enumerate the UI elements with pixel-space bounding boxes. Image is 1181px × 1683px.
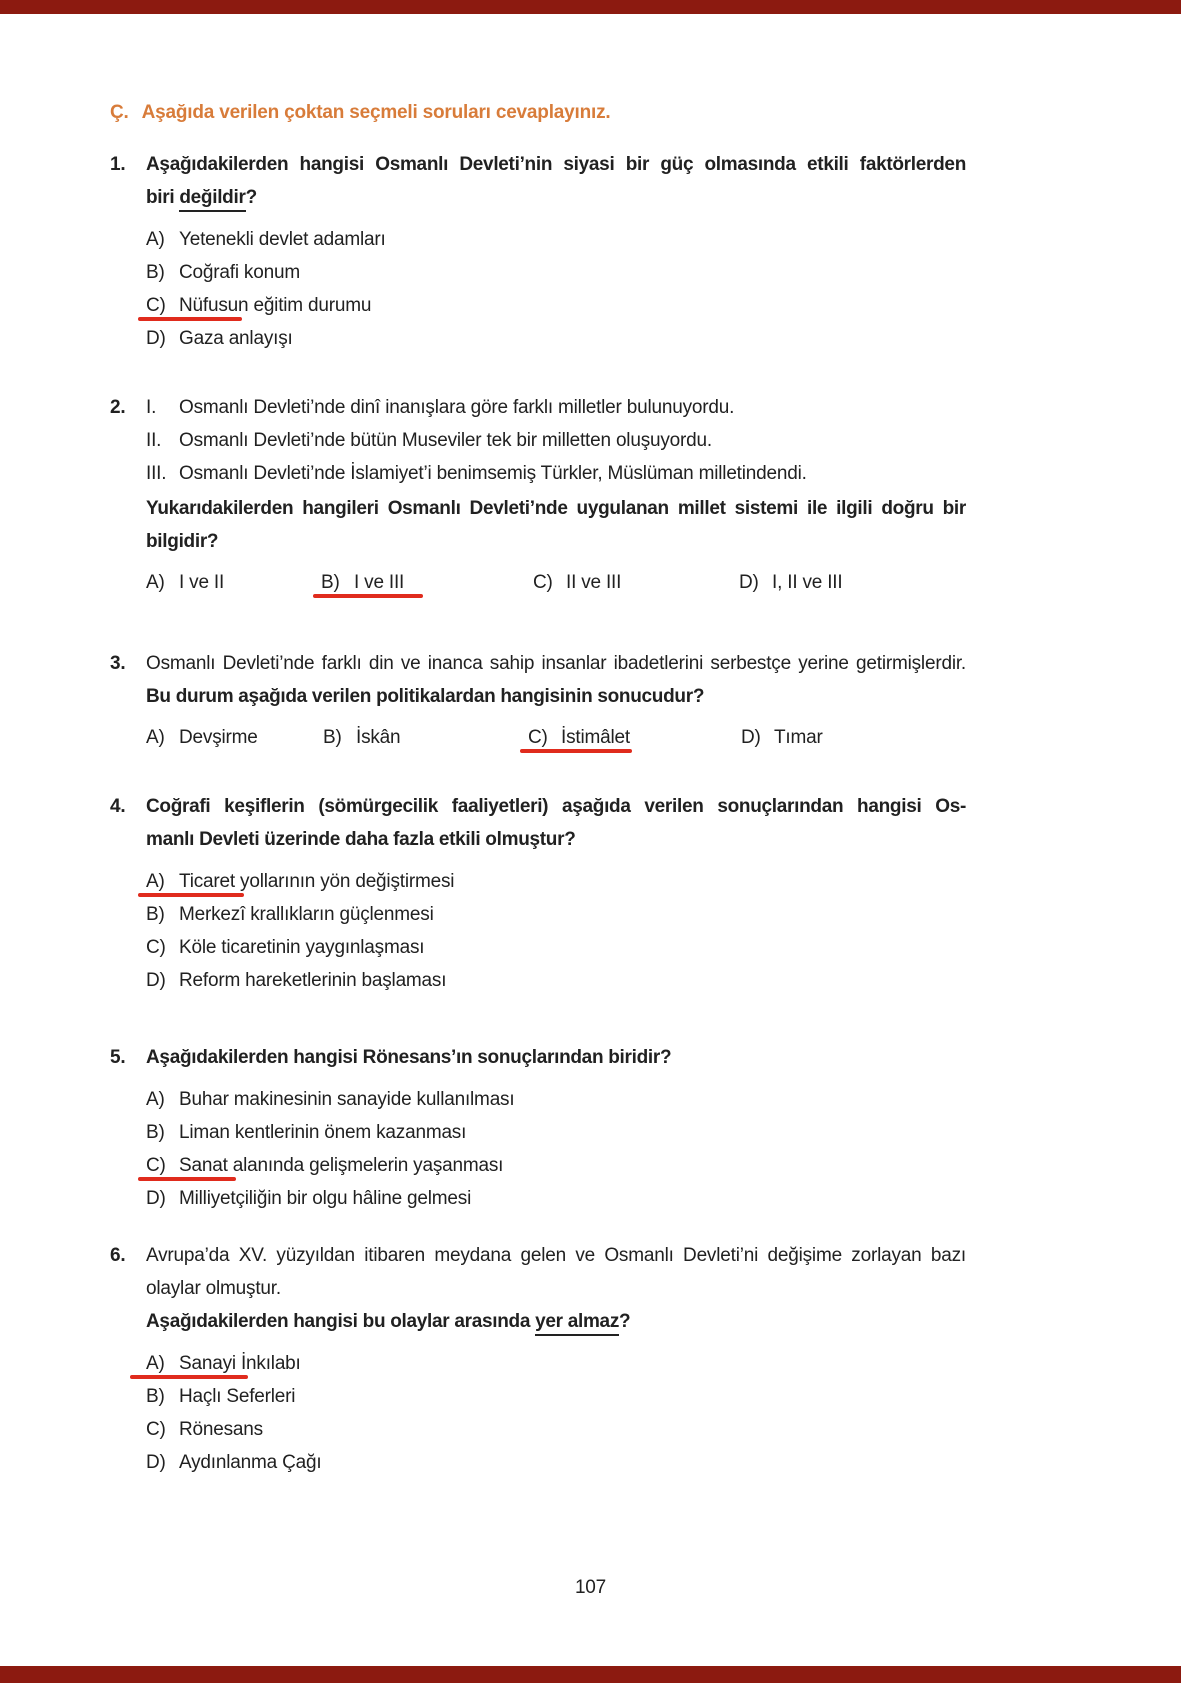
answer-underline xyxy=(138,317,242,321)
stem-text: ? xyxy=(245,187,257,208)
option-d xyxy=(146,1182,966,1215)
page-top-bar xyxy=(0,0,1181,14)
option-b xyxy=(146,1380,966,1413)
option-a xyxy=(146,223,966,256)
option-text: Liman kentlerinin önem kazanması xyxy=(179,1122,467,1143)
option-text: Köle ticaretinin yaygınlaşması xyxy=(179,937,425,958)
option-text: Gaza anlayışı xyxy=(179,328,293,349)
option-d xyxy=(146,1446,966,1479)
section-label: Ç. xyxy=(110,102,129,123)
option-letter: C) xyxy=(146,937,166,958)
option-a xyxy=(146,865,966,898)
option-a xyxy=(146,566,321,599)
premise-text: Osmanlı Devleti’nde dinî inanışlara göre farklı milletler bulunuyordu. xyxy=(179,397,735,418)
option-a xyxy=(146,1083,966,1116)
question-3-number: 3. xyxy=(110,653,126,674)
option-a xyxy=(146,1347,966,1380)
option-letter: D) xyxy=(146,328,166,349)
question-3-stem: Bu durum aşağıda verilen politikalardan hangisinin sonucudur? xyxy=(146,686,705,707)
question-4-stem-line1: Coğrafi keşiflerin (sömürgecilik faaliyetleri) aşağıda verilen sonuçlarından hangisi Os- xyxy=(146,796,966,817)
question-6-intro-line1: Avrupa’da XV. yüzyıldan itibaren meydana gelen ve Osmanlı Devleti’ni değişime zorlayan bazı xyxy=(146,1245,966,1266)
option-letter: D) xyxy=(739,572,759,593)
option-letter: B) xyxy=(146,1386,165,1407)
question-3-intro: Osmanlı Devleti’nde farklı din ve inanca sahip insanlar ibadetlerini serbestçe yerine getirmişlerdir. xyxy=(146,653,966,674)
option-d xyxy=(741,721,966,754)
option-letter: B) xyxy=(146,1122,165,1143)
option-c xyxy=(146,1413,966,1446)
premise-text: Osmanlı Devleti’nde İslamiyet’i benimsemiş Türkler, Müslüman milletindendi. xyxy=(179,463,807,484)
option-letter: C) xyxy=(533,572,553,593)
underlined-phrase: yer almaz xyxy=(535,1311,619,1336)
option-letter: C) xyxy=(146,1419,166,1440)
page-content xyxy=(110,100,966,1479)
option-text: Aydınlanma Çağı xyxy=(179,1452,322,1473)
stem-text: ? xyxy=(619,1311,631,1332)
option-text: Sanayi İnkılabı xyxy=(179,1353,301,1374)
option-text: I ve III xyxy=(354,572,405,593)
question-2-stem-line1: Yukarıdakilerden hangileri Osmanlı Devleti’nde uygulanan millet sistemi ile ilgili doğru bir xyxy=(146,498,966,519)
question-2-number: 2. xyxy=(110,397,126,418)
question-1-stem-line2 xyxy=(146,181,966,214)
premise-text: Osmanlı Devleti’nde bütün Museviler tek bir milletten oluşuyordu. xyxy=(179,430,712,451)
option-a xyxy=(146,721,323,754)
answer-underline xyxy=(313,594,423,598)
question-4-options xyxy=(146,865,966,997)
premise-2 xyxy=(146,424,966,457)
option-text: Merkezî krallıkların güçlenmesi xyxy=(179,904,434,925)
option-d xyxy=(739,566,966,599)
option-b xyxy=(146,1116,966,1149)
stem-text: Aşağıdakilerden hangisi bu olaylar arasında xyxy=(146,1311,536,1332)
question-5 xyxy=(110,1041,966,1215)
question-3 xyxy=(110,647,966,754)
option-text: Reform hareketlerinin başlaması xyxy=(179,970,447,991)
option-b xyxy=(323,721,528,754)
option-letter: C) xyxy=(146,295,166,316)
roman-numeral: II. xyxy=(146,430,162,451)
answer-underline xyxy=(138,1177,236,1181)
option-d xyxy=(146,964,966,997)
option-text: Haçlı Seferleri xyxy=(179,1386,296,1407)
question-5-number: 5. xyxy=(110,1047,126,1068)
option-b xyxy=(146,256,966,289)
question-3-options xyxy=(146,721,966,754)
option-text: I, II ve III xyxy=(772,572,843,593)
premise-3 xyxy=(146,457,966,490)
question-1-number: 1. xyxy=(110,154,126,175)
question-2 xyxy=(110,391,966,599)
option-letter: A) xyxy=(146,727,165,748)
option-text: Tımar xyxy=(774,727,823,748)
question-6-options xyxy=(146,1347,966,1479)
option-letter: B) xyxy=(323,727,342,748)
option-text: İstimâlet xyxy=(561,727,630,748)
question-4 xyxy=(110,790,966,997)
roman-numeral: I. xyxy=(146,397,157,418)
option-text: İskân xyxy=(356,727,401,748)
option-text: I ve II xyxy=(179,572,225,593)
option-letter: A) xyxy=(146,229,165,250)
option-text: Buhar makinesinin sanayide kullanılması xyxy=(179,1089,515,1110)
option-text: Rönesans xyxy=(179,1419,263,1440)
option-letter: A) xyxy=(146,1353,165,1374)
option-letter: C) xyxy=(146,1155,166,1176)
question-1-options xyxy=(146,223,966,355)
option-letter: D) xyxy=(146,1452,166,1473)
question-1 xyxy=(110,148,966,355)
section-title: Aşağıda verilen çoktan seçmeli soruları cevaplayınız. xyxy=(141,102,611,123)
option-b xyxy=(321,566,533,599)
option-letter: C) xyxy=(528,727,548,748)
option-text: Devşirme xyxy=(179,727,258,748)
premise-1 xyxy=(146,391,966,424)
question-1-stem-line1: Aşağıdakilerden hangisi Osmanlı Devleti’nin siyasi bir güç olmasında etkili faktörlerden xyxy=(146,154,966,175)
question-6-intro-line2: olaylar olmuştur. xyxy=(146,1278,281,1299)
option-text: Sanat alanında gelişmelerin yaşanması xyxy=(179,1155,504,1176)
option-d xyxy=(146,322,966,355)
option-text: Ticaret yollarının yön değiştirmesi xyxy=(179,871,455,892)
option-text: II ve III xyxy=(566,572,622,593)
option-text: Nüfusun eğitim durumu xyxy=(179,295,372,316)
option-text: Coğrafi konum xyxy=(179,262,300,283)
question-6-number: 6. xyxy=(110,1245,126,1266)
option-letter: B) xyxy=(146,262,165,283)
option-letter: A) xyxy=(146,572,165,593)
answer-underline xyxy=(520,749,632,753)
option-c xyxy=(146,1149,966,1182)
question-5-stem: Aşağıdakilerden hangisi Rönesans’ın sonuçlarından biridir? xyxy=(146,1047,672,1068)
option-letter: B) xyxy=(146,904,165,925)
option-c xyxy=(146,931,966,964)
option-letter: A) xyxy=(146,871,165,892)
option-letter: A) xyxy=(146,1089,165,1110)
option-c xyxy=(528,721,741,754)
question-4-number: 4. xyxy=(110,796,126,817)
question-2-options xyxy=(146,566,966,599)
option-b xyxy=(146,898,966,931)
option-c xyxy=(146,289,966,322)
underlined-word: değildir xyxy=(179,187,245,212)
option-letter: D) xyxy=(741,727,761,748)
option-letter: B) xyxy=(321,572,340,593)
option-letter: D) xyxy=(146,970,166,991)
answer-underline xyxy=(130,1375,248,1379)
section-heading xyxy=(110,100,966,126)
question-6-stem xyxy=(146,1305,966,1338)
roman-numeral: III. xyxy=(146,463,167,484)
question-2-stem-line2: bilgidir? xyxy=(146,531,219,552)
page-number: 107 xyxy=(574,1577,607,1598)
answer-underline xyxy=(138,893,244,897)
question-5-options xyxy=(146,1083,966,1215)
option-text: Milliyetçiliğin bir olgu hâline gelmesi xyxy=(179,1188,472,1209)
option-text: Yetenekli devlet adamları xyxy=(179,229,386,250)
page-bottom-bar xyxy=(0,1666,1181,1683)
stem-text: biri xyxy=(146,187,180,208)
question-4-stem-line2: manlı Devleti üzerinde daha fazla etkili olmuştur? xyxy=(146,829,576,850)
option-letter: D) xyxy=(146,1188,166,1209)
option-c xyxy=(533,566,739,599)
question-6 xyxy=(110,1239,966,1479)
